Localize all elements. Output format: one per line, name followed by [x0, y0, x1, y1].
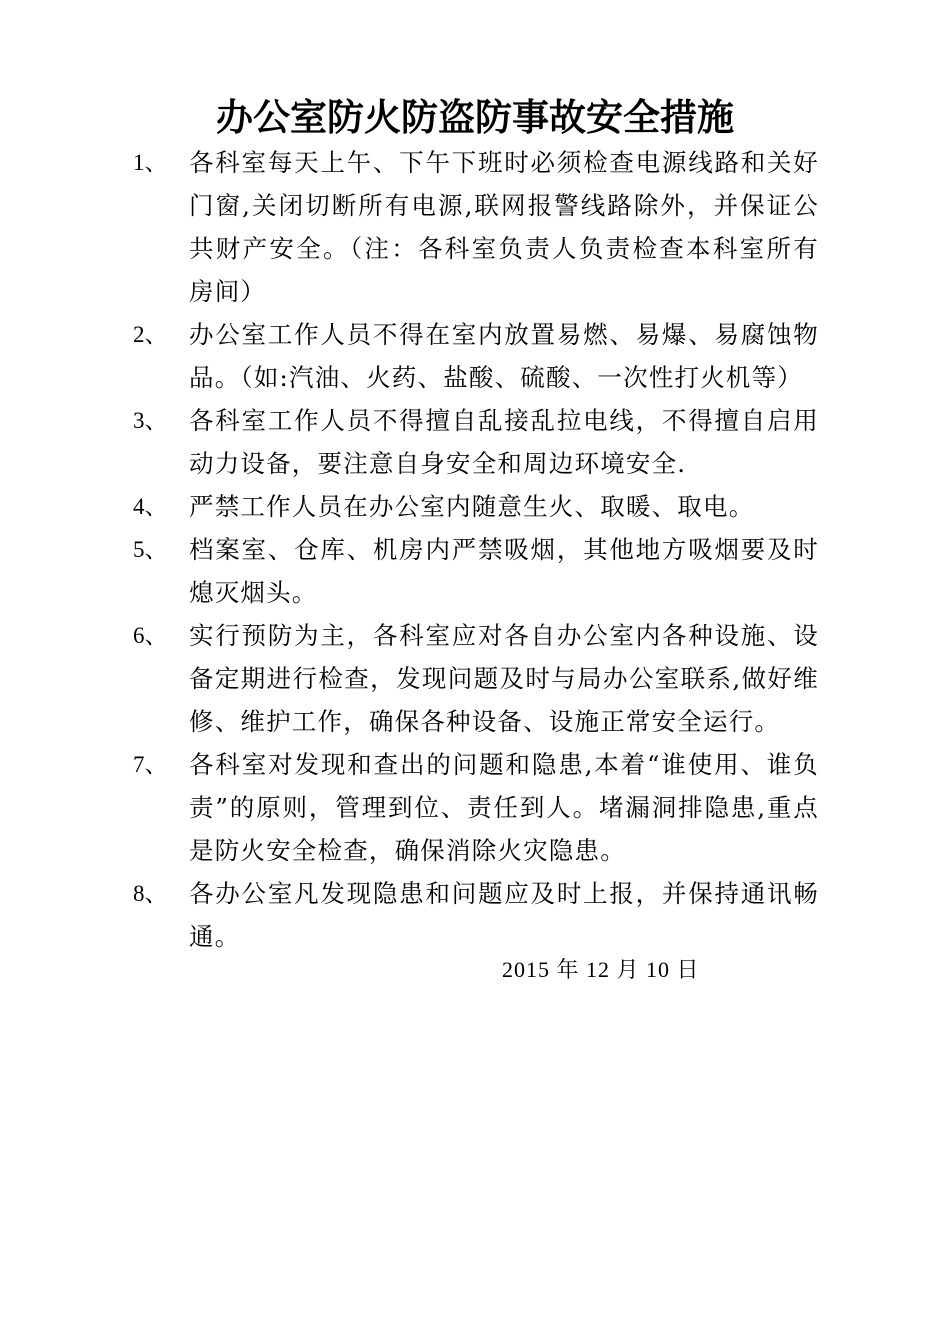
item-text: 各科室对发现和查出的问题和隐患,本着“谁使用、谁负责”的原则，管理到位、责任到人。堵漏洞排隐患,重点是防火安全检查，确保消除火灾隐患。	[189, 750, 819, 865]
item-text: 档案室、仓库、机房内严禁吸烟，其他地方吸烟要及时熄灭烟头。	[189, 535, 819, 607]
item-number: 1、	[133, 150, 168, 175]
list-item	[0, 485, 950, 528]
item-number: 5、	[133, 537, 168, 562]
item-text: 严禁工作人员在办公室内随意生火、取暖、取电。	[189, 492, 755, 521]
document-date: 2015 年 12 月 10 日	[502, 957, 700, 982]
item-text: 各科室工作人员不得擅自乱接乱拉电线，不得擅自启用动力设备，要注意自身安全和周边环境安全.	[189, 406, 819, 478]
list-item	[0, 614, 950, 743]
item-number: 6、	[133, 623, 168, 648]
item-text: 办公室工作人员不得在室内放置易燃、易爆、易腐蚀物品。（如:汽油、火药、盐酸、硫酸、一次性打火机等）	[189, 320, 819, 392]
item-text: 各科室每天上午、下午下班时必须检查电源线路和关好门窗,关闭切断所有电源,联网报警线路除外，并保证公共财产安全。（注：各科室负责人负责检查本科室所有房间）	[189, 148, 819, 306]
list-item	[0, 399, 950, 485]
item-number: 8、	[133, 881, 168, 906]
measures-list	[0, 141, 950, 958]
list-item	[0, 141, 950, 313]
item-number: 2、	[133, 322, 168, 347]
item-number: 7、	[133, 752, 168, 777]
list-item	[0, 528, 950, 614]
item-text: 实行预防为主，各科室应对各自办公室内各种设施、设备定期进行检查，发现问题及时与局办公室联系,做好维修、维护工作，确保各种设备、设施正常安全运行。	[189, 621, 819, 736]
list-item	[0, 872, 950, 958]
item-number: 4、	[133, 494, 168, 519]
list-item	[0, 743, 950, 872]
list-item	[0, 313, 950, 399]
document-title: 办公室防火防盗防事故安全措施	[216, 95, 734, 139]
item-number: 3、	[133, 408, 168, 433]
item-text: 各办公室凡发现隐患和问题应及时上报，并保持通讯畅通。	[189, 879, 819, 951]
